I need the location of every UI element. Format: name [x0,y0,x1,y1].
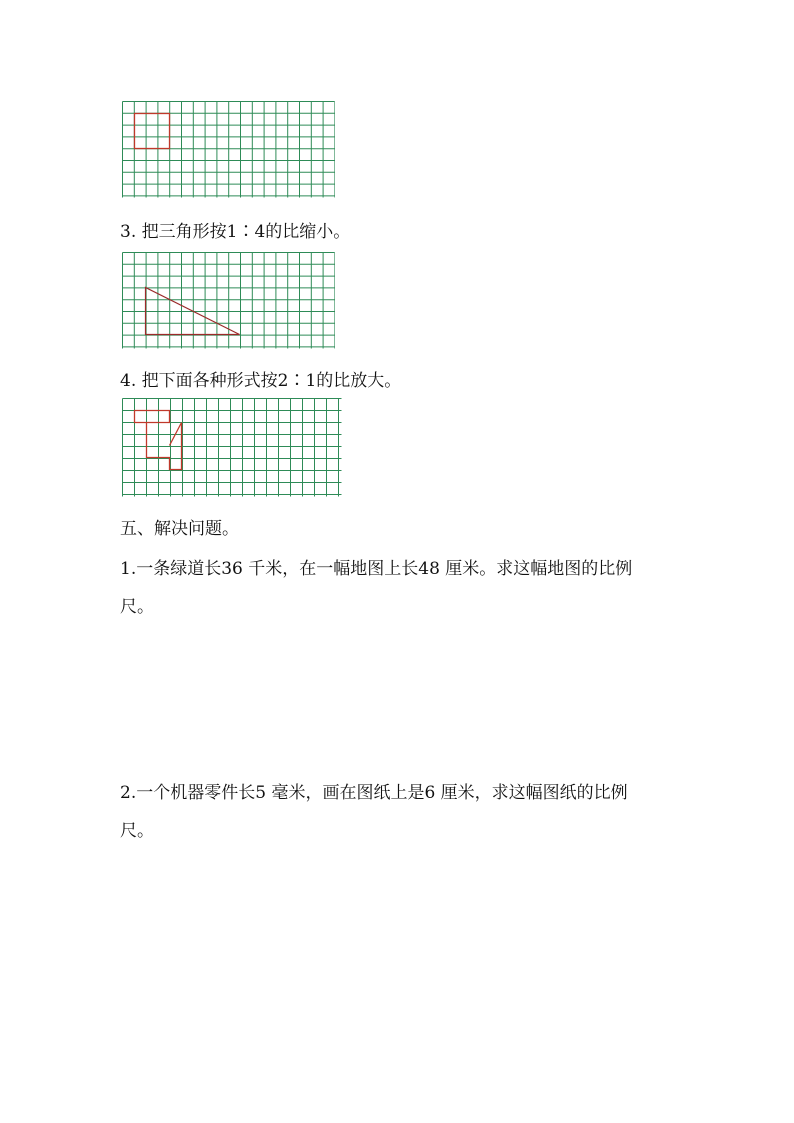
problem-2-line-2: 尺。 [120,821,154,841]
problem-1-line-2: 尺。 [120,597,154,617]
question-3-text: 3. 把三角形按1∶4的比缩小。 [120,222,351,242]
grid-triangle-figure [122,252,335,349]
problem-2-line-1: 2.一个机器零件长5 毫米，画在图纸上是6 厘米，求这幅图纸的比例 [120,783,628,803]
problem-1-line-1: 1.一条绿道长36 千米，在一幅地图上长48 厘米。求这幅地图的比例 [120,559,633,579]
section-5-title: 五、解决问题。 [120,519,239,539]
grid-square-figure [122,101,335,198]
question-4-text: 4. 把下面各种形式按2∶1的比放大。 [120,371,402,391]
red-square-shape [135,114,170,149]
grid-composite-figure [122,398,342,497]
